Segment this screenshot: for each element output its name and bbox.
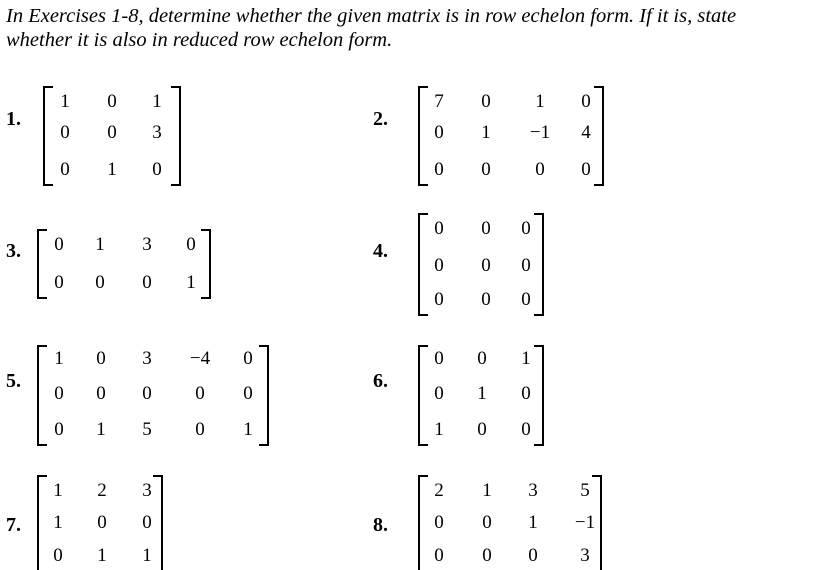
matrix-entry: 0 (54, 272, 64, 293)
matrix-entry: 0 (434, 383, 444, 404)
matrix-entry: 0 (528, 545, 538, 566)
matrix-entry: 0 (95, 272, 105, 293)
matrix-row (420, 288, 542, 312)
matrix-entry: 2 (97, 480, 107, 501)
matrix-row (420, 382, 542, 406)
matrix-entry: 1 (97, 545, 107, 566)
matrix-entry: −1 (574, 512, 596, 533)
matrix-row (45, 158, 179, 182)
matrix-entry: 3 (580, 545, 590, 566)
matrix-entry: 1 (54, 348, 64, 369)
instructions-line-2: whether it is also in reduced row echelon form. (6, 29, 393, 51)
exercise-number: 8. (373, 514, 388, 536)
matrix-entry: 0 (60, 159, 70, 180)
matrix-entry: 0 (481, 159, 491, 180)
exercise-number: 4. (373, 240, 388, 262)
matrix-row (39, 233, 209, 257)
matrix-entry: 1 (481, 122, 491, 143)
matrix-entry: 7 (434, 91, 444, 112)
matrix-entry: 3 (152, 122, 162, 143)
matrix-entry: 5 (142, 419, 152, 440)
instructions-line-1: In Exercises 1-8, determine whether the given matrix is in row echelon form. If it is, state (6, 5, 737, 27)
matrix-row (39, 382, 267, 406)
matrix-entry: 0 (186, 234, 196, 255)
matrix-entry: 0 (481, 218, 491, 239)
matrix-entry: 1 (477, 383, 487, 404)
matrix (37, 475, 163, 570)
matrix-row (420, 347, 542, 371)
matrix-row (420, 217, 542, 241)
matrix-entry: 0 (434, 159, 444, 180)
matrix-entry: 0 (142, 383, 152, 404)
matrix-entry: 0 (107, 122, 117, 143)
matrix-entry: 0 (535, 159, 545, 180)
matrix-entry: 1 (142, 545, 152, 566)
matrix-entry: 0 (477, 419, 487, 440)
matrix-entry: 0 (142, 512, 152, 533)
matrix-entry: 0 (481, 91, 491, 112)
matrix-entry: 0 (54, 234, 64, 255)
matrix-entry: 0 (434, 122, 444, 143)
exercise-number: 2. (373, 108, 388, 130)
matrix-entry: 0 (434, 218, 444, 239)
matrix-entry: 0 (54, 383, 64, 404)
matrix-entry: 0 (521, 255, 531, 276)
matrix-row (39, 479, 161, 503)
matrix-row (420, 544, 600, 568)
matrix-entry: 0 (60, 122, 70, 143)
matrix-entry: 1 (53, 512, 63, 533)
matrix-entry: 0 (521, 289, 531, 310)
matrix-entry: 0 (581, 159, 591, 180)
matrix-entry: 0 (54, 419, 64, 440)
matrix-entry: 0 (195, 383, 205, 404)
matrix-entry: 1 (186, 272, 196, 293)
exercise-number: 6. (373, 370, 388, 392)
matrix (418, 475, 602, 570)
matrix-entry: 0 (434, 255, 444, 276)
matrix-entry: 1 (107, 159, 117, 180)
exercise-number: 5. (6, 370, 21, 392)
matrix-entry: 0 (434, 348, 444, 369)
matrix-row (39, 418, 267, 442)
matrix-entry: 4 (581, 122, 591, 143)
matrix-entry: 0 (97, 512, 107, 533)
matrix-entry: 0 (53, 545, 63, 566)
matrix-entry: 1 (535, 91, 545, 112)
matrix-entry: 0 (96, 383, 106, 404)
matrix-row (420, 121, 602, 145)
matrix-entry: 0 (521, 218, 531, 239)
exercise-number: 1. (6, 108, 21, 130)
matrix-entry: 3 (142, 480, 152, 501)
exercise-number: 3. (6, 240, 21, 262)
matrix-entry: 0 (481, 289, 491, 310)
matrix-entry: 1 (434, 419, 444, 440)
matrix-entry: 0 (581, 91, 591, 112)
matrix-entry: 0 (195, 419, 205, 440)
matrix-entry: 3 (142, 234, 152, 255)
matrix-entry: 1 (152, 91, 162, 112)
matrix-entry: −1 (529, 122, 551, 143)
matrix (37, 345, 269, 446)
matrix-entry: 1 (482, 480, 492, 501)
matrix-row (420, 479, 600, 503)
matrix-entry: 0 (96, 348, 106, 369)
matrix-entry: 0 (107, 91, 117, 112)
matrix-entry: −4 (189, 348, 211, 369)
matrix-row (45, 121, 179, 145)
matrix-row (420, 511, 600, 535)
matrix-entry: 1 (95, 234, 105, 255)
matrix-entry: 0 (477, 348, 487, 369)
exercise-number: 7. (6, 514, 21, 536)
matrix-entry: 1 (243, 419, 253, 440)
matrix-entry: 0 (243, 348, 253, 369)
matrix-entry: 0 (482, 545, 492, 566)
matrix-entry: 3 (142, 348, 152, 369)
matrix-entry: 0 (434, 512, 444, 533)
matrix (418, 86, 604, 186)
matrix-entry: 2 (434, 480, 444, 501)
matrix-row (420, 418, 542, 442)
instructions (6, 4, 806, 52)
matrix-row (39, 271, 209, 295)
matrix (418, 213, 544, 316)
matrix-row (39, 347, 267, 371)
matrix-entry: 0 (152, 159, 162, 180)
matrix-row (420, 90, 602, 114)
matrix-entry: 1 (521, 348, 531, 369)
matrix-row (39, 511, 161, 535)
matrix-row (420, 158, 602, 182)
matrix (43, 86, 181, 186)
matrix-row (39, 544, 161, 568)
matrix-entry: 1 (60, 91, 70, 112)
matrix-entry: 0 (434, 545, 444, 566)
matrix-entry: 5 (580, 480, 590, 501)
matrix (418, 345, 544, 446)
matrix-entry: 0 (521, 383, 531, 404)
matrix-entry: 0 (481, 255, 491, 276)
matrix-row (420, 254, 542, 278)
matrix-entry: 1 (528, 512, 538, 533)
matrix-entry: 0 (482, 512, 492, 533)
matrix-row (45, 90, 179, 114)
matrix-entry: 0 (142, 272, 152, 293)
matrix-entry: 3 (528, 480, 538, 501)
matrix-entry: 1 (96, 419, 106, 440)
matrix (37, 229, 211, 299)
matrix-entry: 0 (434, 289, 444, 310)
matrix-entry: 0 (243, 383, 253, 404)
matrix-entry: 1 (53, 480, 63, 501)
matrix-entry: 0 (521, 419, 531, 440)
